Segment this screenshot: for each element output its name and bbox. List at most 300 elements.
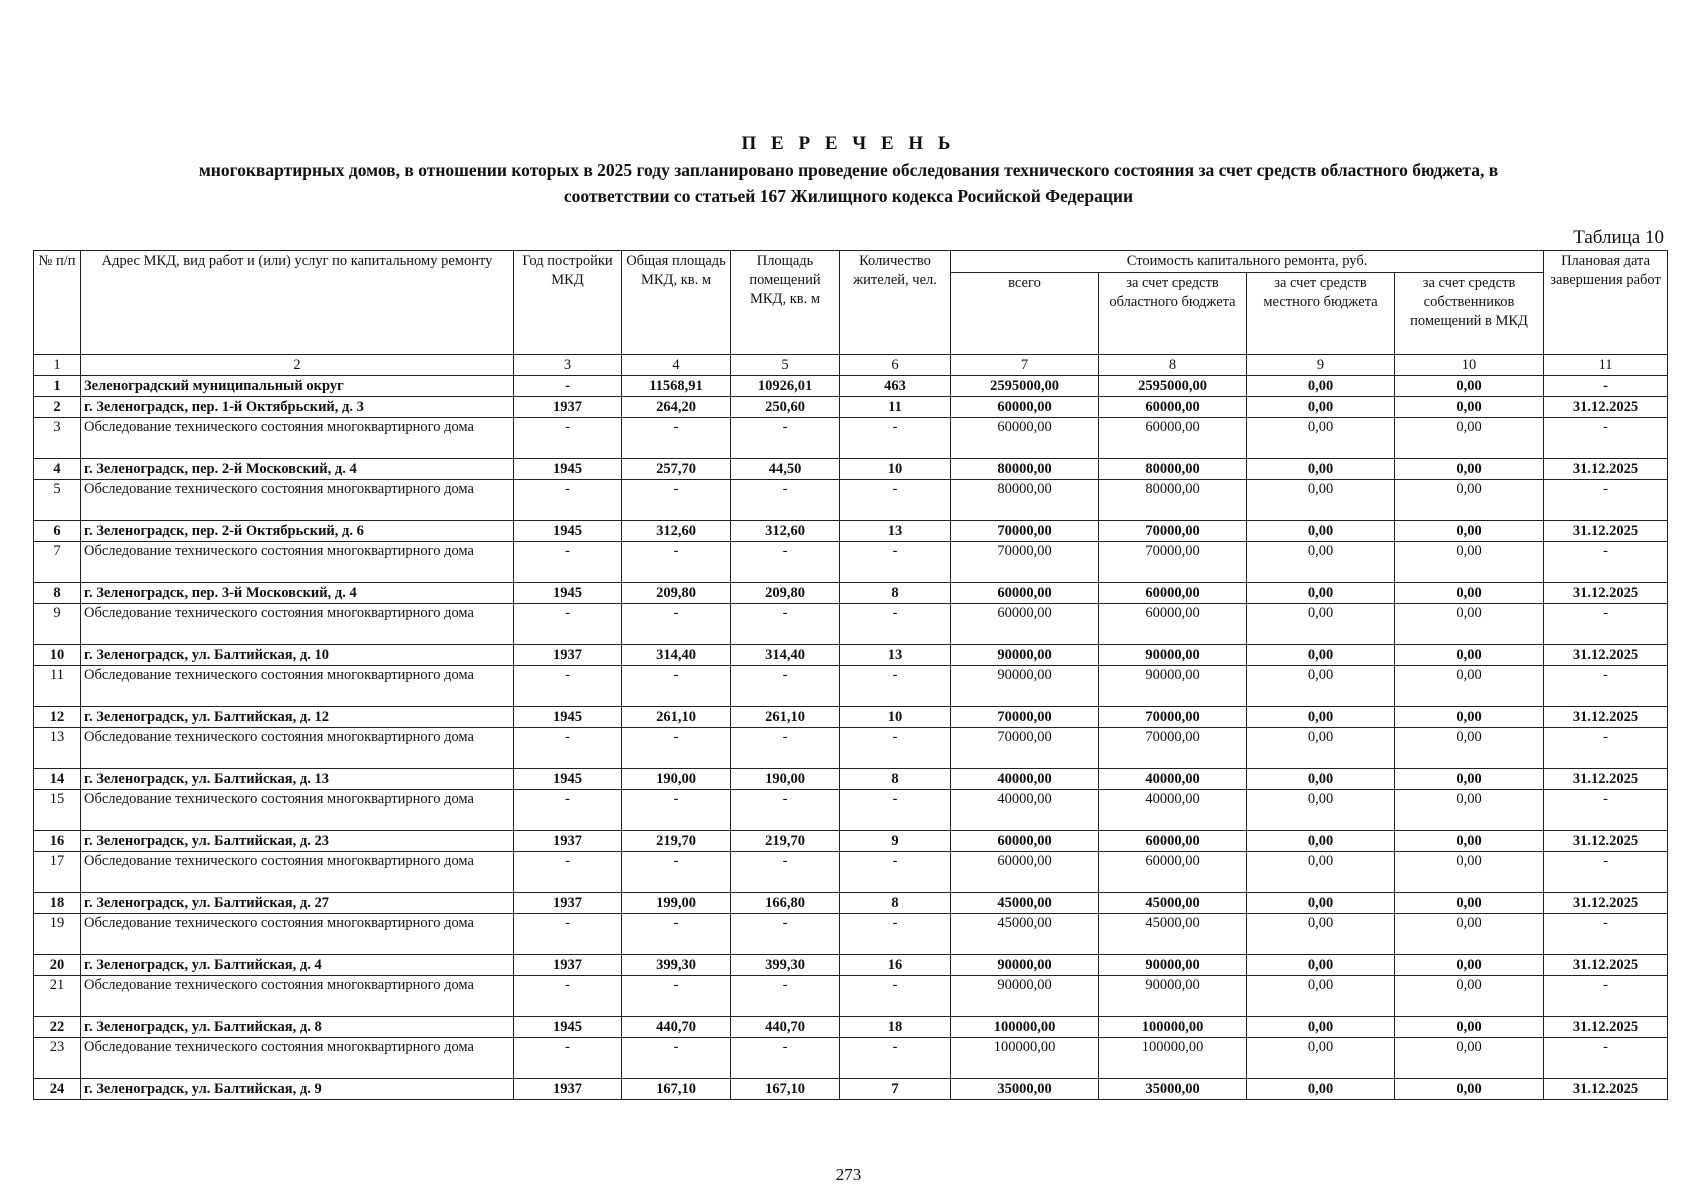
row-residents: 11 (840, 397, 951, 418)
col-room-area-header: Площадь помещений МКД, кв. м (731, 251, 840, 355)
row-cost-local: 0,00 (1247, 852, 1395, 893)
table-row (34, 790, 1668, 831)
row-cost-local: 0,00 (1247, 521, 1395, 542)
col-cost-owners-header: за счет средств собственников помещений в МКД (1395, 273, 1544, 355)
row-cost-owners: 0,00 (1395, 542, 1544, 583)
row-total-area: 257,70 (622, 459, 731, 480)
col-residents-header: Количество жителей, чел. (840, 251, 951, 355)
row-total-area: 264,20 (622, 397, 731, 418)
row-year: 1937 (514, 397, 622, 418)
row-address: Обследование технического состояния многоквартирного дома (81, 976, 514, 1017)
row-total-area: 190,00 (622, 769, 731, 790)
row-cost-total: 60000,00 (951, 397, 1099, 418)
row-number: 24 (34, 1079, 81, 1100)
row-number: 21 (34, 976, 81, 1017)
row-cost-local: 0,00 (1247, 914, 1395, 955)
row-cost-total: 70000,00 (951, 707, 1099, 728)
row-number: 2 (34, 397, 81, 418)
houses-table (33, 250, 1668, 1100)
row-cost-local: 0,00 (1247, 418, 1395, 459)
row-plan-date: - (1544, 666, 1668, 707)
table-row (34, 480, 1668, 521)
row-plan-date: - (1544, 418, 1668, 459)
row-total-area: 11568,91 (622, 376, 731, 397)
row-year: - (514, 852, 622, 893)
row-cost-total: 60000,00 (951, 604, 1099, 645)
row-number: 10 (34, 645, 81, 666)
row-residents: - (840, 666, 951, 707)
row-plan-date: 31.12.2025 (1544, 831, 1668, 852)
row-cost-owners: 0,00 (1395, 893, 1544, 914)
row-total-area: 312,60 (622, 521, 731, 542)
row-cost-total: 2595000,00 (951, 376, 1099, 397)
row-number: 14 (34, 769, 81, 790)
row-room-area: - (731, 1038, 840, 1079)
row-plan-date: 31.12.2025 (1544, 459, 1668, 480)
row-number: 18 (34, 893, 81, 914)
row-plan-date: - (1544, 480, 1668, 521)
row-total-area: 399,30 (622, 955, 731, 976)
row-residents: 10 (840, 707, 951, 728)
row-cost-owners: 0,00 (1395, 769, 1544, 790)
row-total-area: 199,00 (622, 893, 731, 914)
row-cost-region: 60000,00 (1099, 831, 1247, 852)
row-residents: - (840, 1038, 951, 1079)
row-total-area: - (622, 1038, 731, 1079)
row-cost-region: 70000,00 (1099, 521, 1247, 542)
table-row (34, 376, 1668, 397)
row-address: Обследование технического состояния многоквартирного дома (81, 666, 514, 707)
row-year: - (514, 728, 622, 769)
row-room-area: - (731, 480, 840, 521)
row-plan-date: 31.12.2025 (1544, 707, 1668, 728)
row-year: 1937 (514, 1079, 622, 1100)
column-number: 9 (1247, 355, 1395, 376)
row-cost-local: 0,00 (1247, 583, 1395, 604)
column-number: 5 (731, 355, 840, 376)
table-row (34, 397, 1668, 418)
col-cost-total-header: всего (951, 273, 1099, 355)
row-year: - (514, 914, 622, 955)
table-row (34, 1079, 1668, 1100)
row-cost-region: 70000,00 (1099, 728, 1247, 769)
row-cost-local: 0,00 (1247, 769, 1395, 790)
table-row (34, 728, 1668, 769)
row-total-area: 440,70 (622, 1017, 731, 1038)
table-row (34, 418, 1668, 459)
table-row (34, 1017, 1668, 1038)
row-year: 1937 (514, 645, 622, 666)
row-cost-total: 40000,00 (951, 790, 1099, 831)
row-cost-total: 60000,00 (951, 831, 1099, 852)
row-residents: - (840, 418, 951, 459)
row-cost-local: 0,00 (1247, 1038, 1395, 1079)
row-address: г. Зеленоградск, ул. Балтийская, д. 13 (81, 769, 514, 790)
table-row (34, 1038, 1668, 1079)
row-cost-total: 70000,00 (951, 521, 1099, 542)
row-number: 9 (34, 604, 81, 645)
row-room-area: 312,60 (731, 521, 840, 542)
row-room-area: 261,10 (731, 707, 840, 728)
row-cost-owners: 0,00 (1395, 397, 1544, 418)
table-number: Таблица 10 (1573, 227, 1664, 248)
row-year: - (514, 604, 622, 645)
row-cost-region: 70000,00 (1099, 707, 1247, 728)
row-cost-region: 90000,00 (1099, 645, 1247, 666)
row-cost-local: 0,00 (1247, 666, 1395, 707)
col-cost-local-header: за счет средств местного бюджета (1247, 273, 1395, 355)
row-cost-owners: 0,00 (1395, 728, 1544, 769)
row-cost-local: 0,00 (1247, 790, 1395, 831)
row-number: 22 (34, 1017, 81, 1038)
row-total-area: - (622, 480, 731, 521)
row-number: 23 (34, 1038, 81, 1079)
row-room-area: 167,10 (731, 1079, 840, 1100)
row-cost-region: 60000,00 (1099, 852, 1247, 893)
row-room-area: - (731, 666, 840, 707)
row-total-area: 314,40 (622, 645, 731, 666)
row-plan-date: 31.12.2025 (1544, 521, 1668, 542)
table-row (34, 831, 1668, 852)
row-number: 5 (34, 480, 81, 521)
row-plan-date: - (1544, 914, 1668, 955)
row-residents: - (840, 914, 951, 955)
row-room-area: 399,30 (731, 955, 840, 976)
row-residents: 8 (840, 893, 951, 914)
row-address: г. Зеленоградск, ул. Балтийская, д. 9 (81, 1079, 514, 1100)
row-number: 11 (34, 666, 81, 707)
row-number: 13 (34, 728, 81, 769)
row-room-area: 219,70 (731, 831, 840, 852)
row-plan-date: - (1544, 790, 1668, 831)
row-cost-total: 40000,00 (951, 769, 1099, 790)
col-total-area-header: Общая площадь МКД, кв. м (622, 251, 731, 355)
table-row (34, 955, 1668, 976)
row-plan-date: - (1544, 1038, 1668, 1079)
row-address: г. Зеленоградск, пер. 2-й Московский, д. 4 (81, 459, 514, 480)
document-title: П Е Р Е Ч Е Н Ь (741, 133, 956, 154)
row-year: - (514, 480, 622, 521)
row-cost-owners: 0,00 (1395, 480, 1544, 521)
row-cost-total: 90000,00 (951, 955, 1099, 976)
row-cost-region: 40000,00 (1099, 769, 1247, 790)
row-cost-local: 0,00 (1247, 1017, 1395, 1038)
column-number: 3 (514, 355, 622, 376)
row-address: г. Зеленоградск, ул. Балтийская, д. 10 (81, 645, 514, 666)
row-residents: 7 (840, 1079, 951, 1100)
row-cost-region: 90000,00 (1099, 976, 1247, 1017)
table-row (34, 604, 1668, 645)
row-cost-local: 0,00 (1247, 480, 1395, 521)
row-total-area: - (622, 852, 731, 893)
row-cost-local: 0,00 (1247, 976, 1395, 1017)
row-address: Обследование технического состояния многоквартирного дома (81, 418, 514, 459)
row-cost-region: 100000,00 (1099, 1038, 1247, 1079)
row-cost-owners: 0,00 (1395, 914, 1544, 955)
row-year: 1945 (514, 459, 622, 480)
row-residents: 8 (840, 769, 951, 790)
row-cost-total: 45000,00 (951, 914, 1099, 955)
row-cost-total: 100000,00 (951, 1038, 1099, 1079)
table-row (34, 645, 1668, 666)
row-residents: 18 (840, 1017, 951, 1038)
row-plan-date: - (1544, 376, 1668, 397)
row-residents: 13 (840, 521, 951, 542)
row-residents: - (840, 542, 951, 583)
row-cost-owners: 0,00 (1395, 521, 1544, 542)
row-total-area: - (622, 418, 731, 459)
row-cost-total: 35000,00 (951, 1079, 1099, 1100)
row-plan-date: 31.12.2025 (1544, 645, 1668, 666)
row-address: Обследование технического состояния многоквартирного дома (81, 542, 514, 583)
row-plan-date: - (1544, 976, 1668, 1017)
table-row (34, 521, 1668, 542)
row-number: 20 (34, 955, 81, 976)
row-total-area: - (622, 666, 731, 707)
row-cost-total: 70000,00 (951, 728, 1099, 769)
row-cost-owners: 0,00 (1395, 645, 1544, 666)
table-row (34, 914, 1668, 955)
column-number: 6 (840, 355, 951, 376)
row-cost-local: 0,00 (1247, 893, 1395, 914)
row-address: Обследование технического состояния многоквартирного дома (81, 1038, 514, 1079)
row-total-area: - (622, 790, 731, 831)
row-cost-owners: 0,00 (1395, 1079, 1544, 1100)
row-cost-total: 80000,00 (951, 459, 1099, 480)
row-year: - (514, 790, 622, 831)
row-year: 1945 (514, 707, 622, 728)
row-plan-date: - (1544, 852, 1668, 893)
row-residents: - (840, 728, 951, 769)
row-year: 1937 (514, 831, 622, 852)
row-number: 4 (34, 459, 81, 480)
row-residents: - (840, 604, 951, 645)
row-cost-region: 80000,00 (1099, 459, 1247, 480)
table-row (34, 893, 1668, 914)
row-cost-region: 2595000,00 (1099, 376, 1247, 397)
table-row (34, 583, 1668, 604)
row-cost-local: 0,00 (1247, 459, 1395, 480)
row-year: - (514, 418, 622, 459)
table-row (34, 459, 1668, 480)
row-year: - (514, 1038, 622, 1079)
row-cost-total: 90000,00 (951, 976, 1099, 1017)
table-row (34, 542, 1668, 583)
row-residents: 13 (840, 645, 951, 666)
table-row (34, 769, 1668, 790)
row-cost-local: 0,00 (1247, 707, 1395, 728)
row-room-area: 44,50 (731, 459, 840, 480)
col-num-header: № п/п (34, 251, 81, 355)
row-cost-region: 60000,00 (1099, 604, 1247, 645)
row-address: Обследование технического состояния многоквартирного дома (81, 790, 514, 831)
row-number: 6 (34, 521, 81, 542)
row-year: - (514, 976, 622, 1017)
column-number: 11 (1544, 355, 1668, 376)
row-plan-date: 31.12.2025 (1544, 583, 1668, 604)
row-residents: - (840, 790, 951, 831)
row-cost-region: 100000,00 (1099, 1017, 1247, 1038)
row-room-area: - (731, 604, 840, 645)
row-cost-total: 60000,00 (951, 418, 1099, 459)
row-residents: 463 (840, 376, 951, 397)
row-address: г. Зеленоградск, пер. 1-й Октябрьский, д. 3 (81, 397, 514, 418)
row-total-area: - (622, 976, 731, 1017)
row-total-area: 261,10 (622, 707, 731, 728)
row-cost-region: 60000,00 (1099, 397, 1247, 418)
row-residents: - (840, 852, 951, 893)
column-number: 1 (34, 355, 81, 376)
col-year-header: Год постройки МКД (514, 251, 622, 355)
row-year: 1945 (514, 521, 622, 542)
row-cost-owners: 0,00 (1395, 831, 1544, 852)
row-year: - (514, 376, 622, 397)
row-address: Обследование технического состояния многоквартирного дома (81, 852, 514, 893)
row-total-area: 167,10 (622, 1079, 731, 1100)
row-plan-date: 31.12.2025 (1544, 1079, 1668, 1100)
row-address: Обследование технического состояния многоквартирного дома (81, 914, 514, 955)
row-plan-date: 31.12.2025 (1544, 769, 1668, 790)
col-address-header: Адрес МКД, вид работ и (или) услуг по капитальному ремонту (81, 251, 514, 355)
row-cost-local: 0,00 (1247, 397, 1395, 418)
row-cost-local: 0,00 (1247, 1079, 1395, 1100)
document-subtitle-line2: соответствии со статьей 167 Жилищного кодекса Росийской Федерации (563, 186, 1134, 206)
row-number: 19 (34, 914, 81, 955)
row-cost-local: 0,00 (1247, 376, 1395, 397)
row-total-area: - (622, 542, 731, 583)
row-address: Обследование технического состояния многоквартирного дома (81, 604, 514, 645)
row-residents: 9 (840, 831, 951, 852)
row-number: 15 (34, 790, 81, 831)
row-cost-local: 0,00 (1247, 604, 1395, 645)
row-cost-local: 0,00 (1247, 831, 1395, 852)
row-room-area: 440,70 (731, 1017, 840, 1038)
row-room-area: - (731, 418, 840, 459)
row-plan-date: - (1544, 604, 1668, 645)
row-cost-region: 90000,00 (1099, 666, 1247, 707)
row-room-area: 190,00 (731, 769, 840, 790)
row-cost-total: 45000,00 (951, 893, 1099, 914)
row-residents: - (840, 480, 951, 521)
row-number: 16 (34, 831, 81, 852)
row-cost-owners: 0,00 (1395, 852, 1544, 893)
row-number: 17 (34, 852, 81, 893)
table-body (34, 376, 1668, 1100)
row-cost-region: 80000,00 (1099, 480, 1247, 521)
document-subtitle-line1: многоквартирных домов, в отношении которых в 2025 году запланировано проведение обследования технического состояния за счет средств областного бюджета, в (198, 160, 1499, 180)
row-cost-owners: 0,00 (1395, 583, 1544, 604)
column-number-row (34, 355, 1668, 376)
row-year: 1945 (514, 769, 622, 790)
row-year: 1945 (514, 1017, 622, 1038)
table-row (34, 976, 1668, 1017)
row-year: - (514, 542, 622, 583)
row-cost-local: 0,00 (1247, 542, 1395, 583)
col-plan-date-header: Плановая дата завершения работ (1544, 251, 1668, 355)
row-cost-region: 45000,00 (1099, 893, 1247, 914)
row-cost-total: 90000,00 (951, 666, 1099, 707)
row-year: 1937 (514, 893, 622, 914)
row-cost-owners: 0,00 (1395, 955, 1544, 976)
row-cost-owners: 0,00 (1395, 1017, 1544, 1038)
row-total-area: 209,80 (622, 583, 731, 604)
row-cost-owners: 0,00 (1395, 459, 1544, 480)
row-cost-local: 0,00 (1247, 645, 1395, 666)
row-residents: - (840, 976, 951, 1017)
row-year: 1937 (514, 955, 622, 976)
row-cost-owners: 0,00 (1395, 666, 1544, 707)
row-plan-date: - (1544, 542, 1668, 583)
row-cost-region: 60000,00 (1099, 418, 1247, 459)
row-cost-local: 0,00 (1247, 728, 1395, 769)
row-cost-total: 60000,00 (951, 583, 1099, 604)
table-header (34, 251, 1668, 376)
row-address: Обследование технического состояния многоквартирного дома (81, 728, 514, 769)
row-room-area: - (731, 914, 840, 955)
row-cost-region: 35000,00 (1099, 1079, 1247, 1100)
row-total-area: - (622, 604, 731, 645)
row-total-area: - (622, 728, 731, 769)
row-total-area: 219,70 (622, 831, 731, 852)
column-number: 7 (951, 355, 1099, 376)
row-room-area: 250,60 (731, 397, 840, 418)
row-cost-owners: 0,00 (1395, 604, 1544, 645)
row-number: 8 (34, 583, 81, 604)
row-cost-owners: 0,00 (1395, 707, 1544, 728)
row-cost-region: 70000,00 (1099, 542, 1247, 583)
row-address: г. Зеленоградск, ул. Балтийская, д. 12 (81, 707, 514, 728)
row-number: 7 (34, 542, 81, 583)
row-cost-region: 60000,00 (1099, 583, 1247, 604)
row-cost-owners: 0,00 (1395, 418, 1544, 459)
row-cost-owners: 0,00 (1395, 1038, 1544, 1079)
row-residents: 10 (840, 459, 951, 480)
col-cost-group-header: Стоимость капитального ремонта, руб. (951, 251, 1544, 273)
row-cost-owners: 0,00 (1395, 376, 1544, 397)
row-cost-region: 40000,00 (1099, 790, 1247, 831)
column-number: 2 (81, 355, 514, 376)
row-room-area: 314,40 (731, 645, 840, 666)
col-cost-region-header: за счет средств областного бюджета (1099, 273, 1247, 355)
row-year: 1945 (514, 583, 622, 604)
row-cost-total: 70000,00 (951, 542, 1099, 583)
row-cost-owners: 0,00 (1395, 790, 1544, 831)
table-row (34, 852, 1668, 893)
row-number: 12 (34, 707, 81, 728)
column-number: 10 (1395, 355, 1544, 376)
row-room-area: 209,80 (731, 583, 840, 604)
row-address: Зеленоградский муниципальный округ (81, 376, 514, 397)
page-number: 273 (835, 1165, 862, 1184)
row-residents: 8 (840, 583, 951, 604)
row-address: г. Зеленоградск, пер. 2-й Октябрьский, д. 6 (81, 521, 514, 542)
row-address: г. Зеленоградск, ул. Балтийская, д. 23 (81, 831, 514, 852)
row-cost-total: 90000,00 (951, 645, 1099, 666)
row-address: г. Зеленоградск, ул. Балтийская, д. 27 (81, 893, 514, 914)
table-row (34, 707, 1668, 728)
row-room-area: - (731, 976, 840, 1017)
row-plan-date: 31.12.2025 (1544, 397, 1668, 418)
row-room-area: - (731, 542, 840, 583)
row-cost-total: 80000,00 (951, 480, 1099, 521)
row-room-area: - (731, 728, 840, 769)
column-number: 4 (622, 355, 731, 376)
row-cost-total: 60000,00 (951, 852, 1099, 893)
row-room-area: - (731, 852, 840, 893)
row-room-area: - (731, 790, 840, 831)
row-cost-region: 45000,00 (1099, 914, 1247, 955)
row-room-area: 10926,01 (731, 376, 840, 397)
